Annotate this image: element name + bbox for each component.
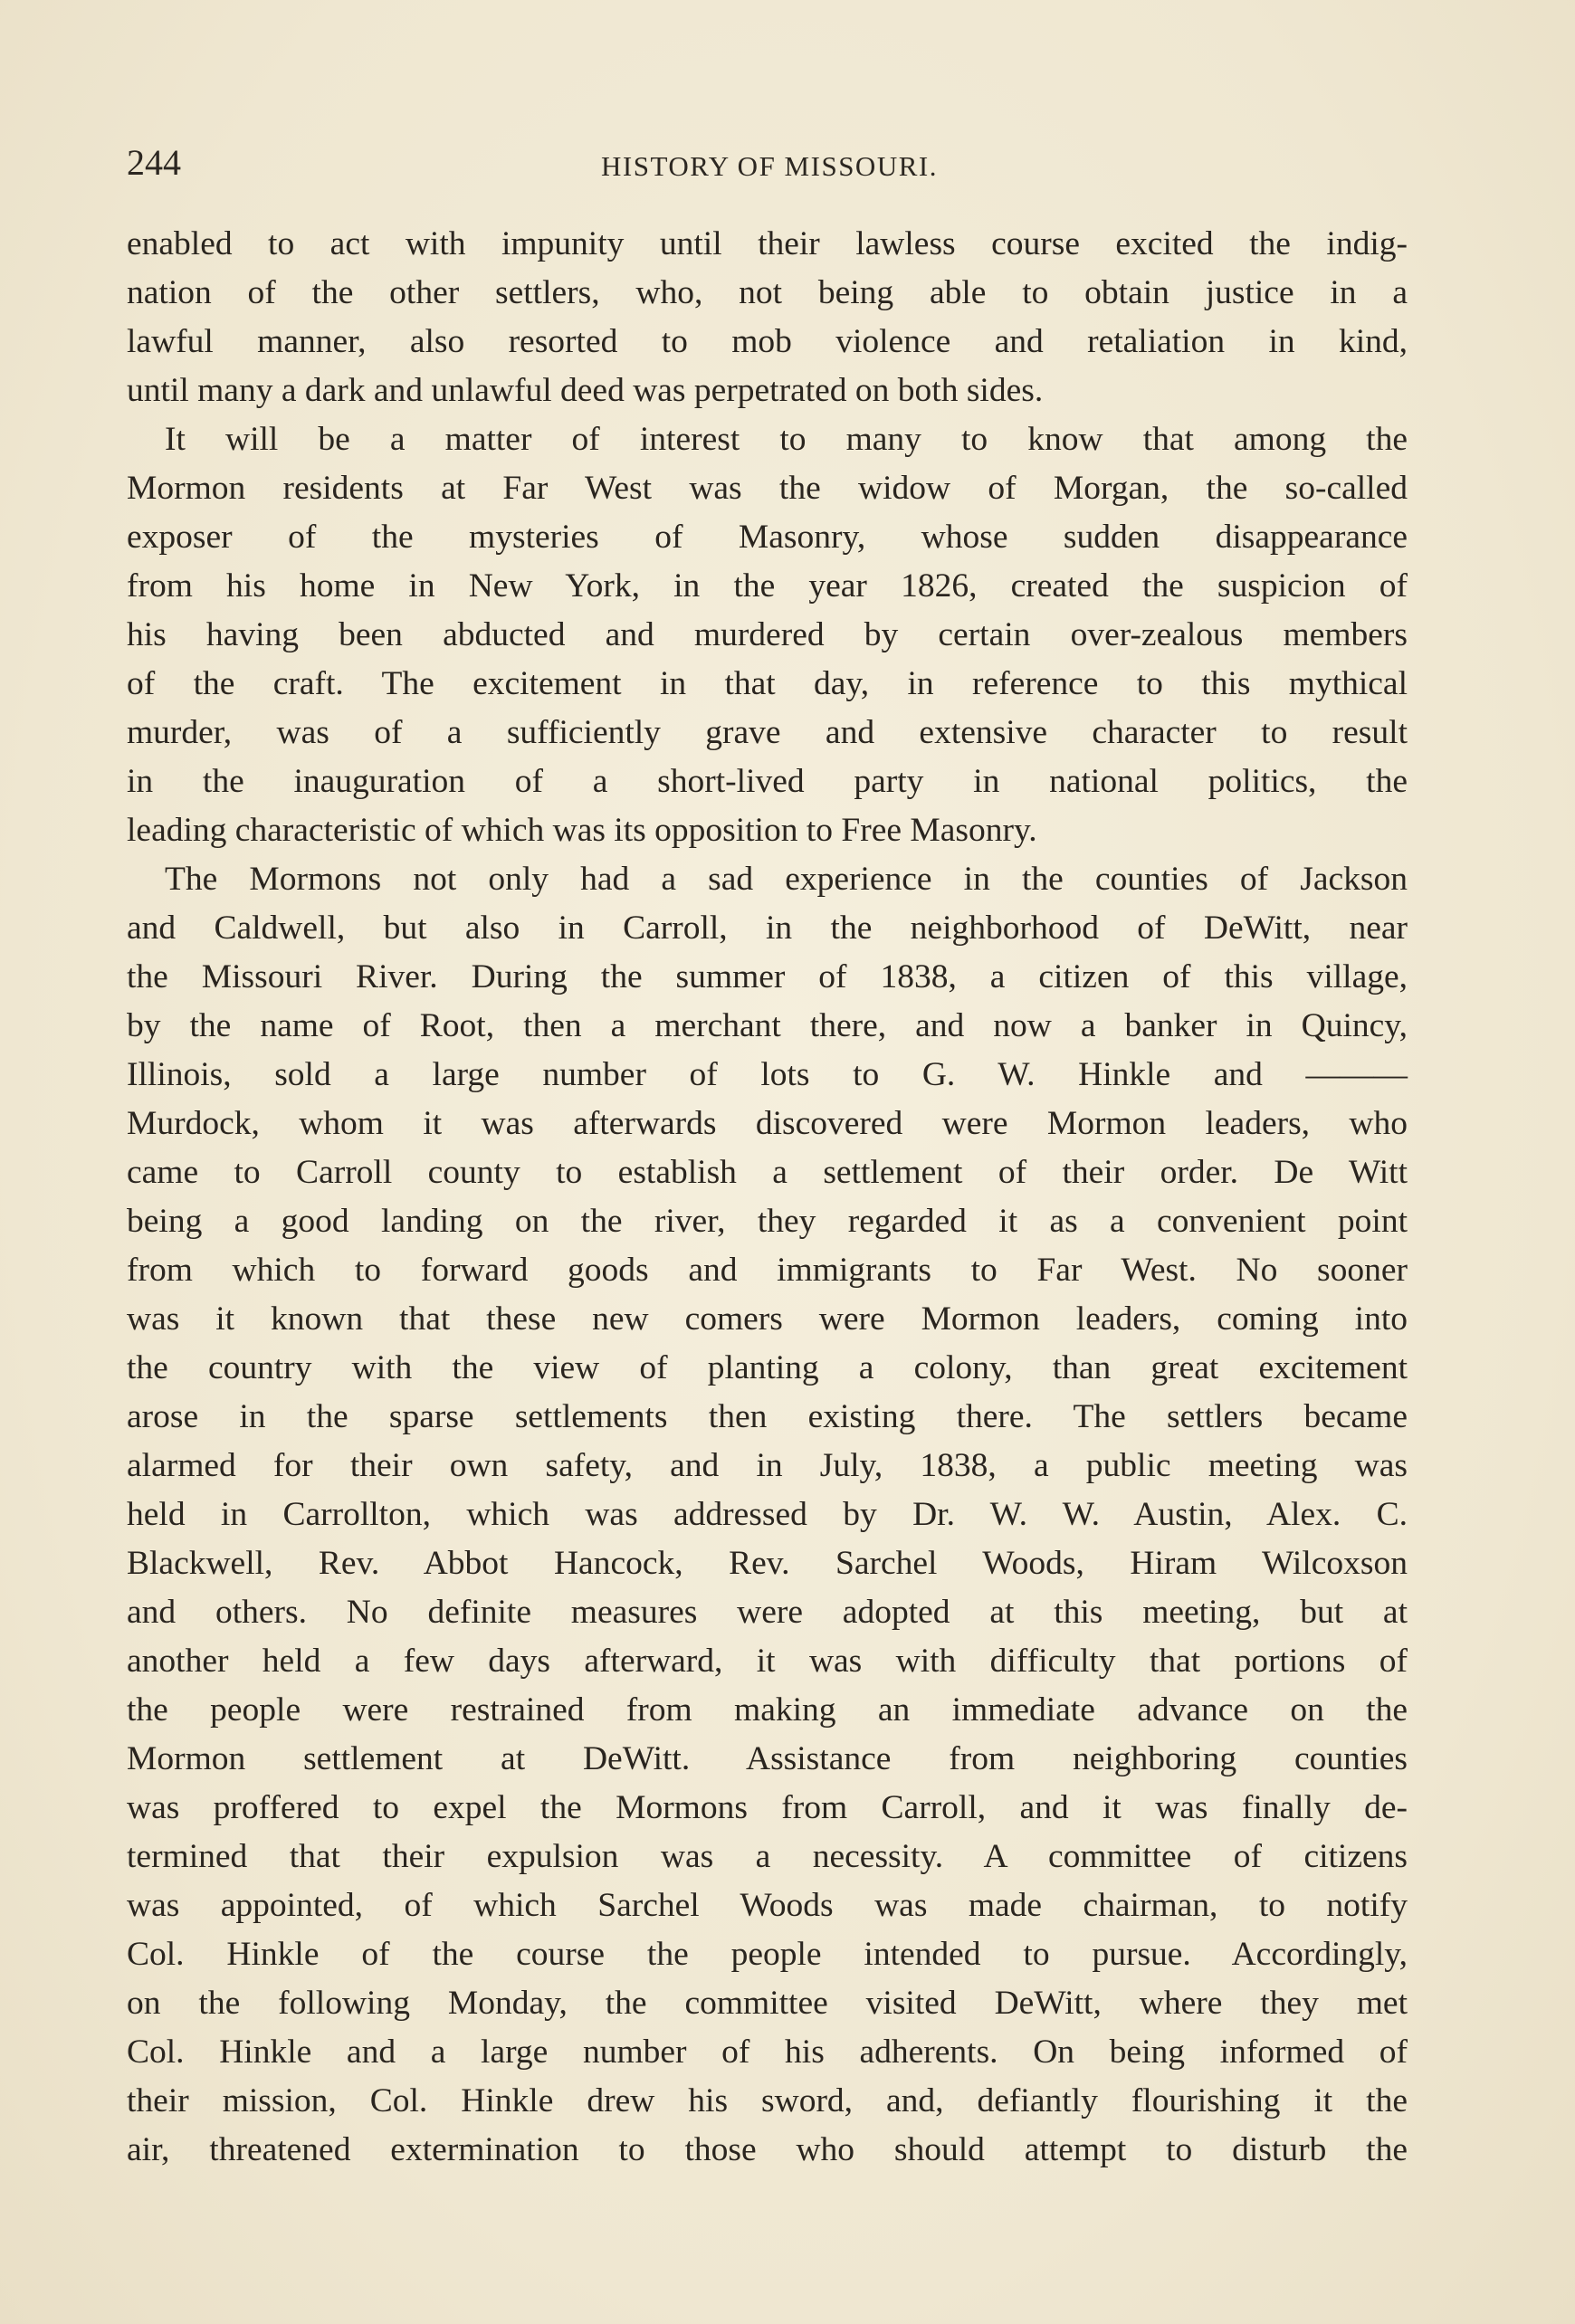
text-line: Illinois, sold a large number of lots to G. W. Hinkle and ———	[127, 1056, 1408, 1093]
text-line: leading characteristic of which was its opposition to Free Masonry.	[127, 812, 1037, 849]
text-line: from his home in New York, in the year 1826, created the suspicion of	[127, 567, 1408, 605]
running-head: HISTORY OF MISSOURI.	[601, 150, 938, 182]
text-line: nation of the other settlers, who, not being able to obtain justice in a	[127, 274, 1408, 311]
text-line: was appointed, of which Sarchel Woods was made chairman, to notify	[127, 1887, 1408, 1924]
text-line: Col. Hinkle and a large number of his adherents. On being informed of	[127, 2034, 1408, 2071]
text-line: by the name of Root, then a merchant there, and now a banker in Quincy,	[127, 1007, 1408, 1044]
text-line: the people were restrained from making an immediate advance on the	[127, 1691, 1408, 1729]
text-line: The Mormons not only had a sad experience in the counties of Jackson	[165, 861, 1408, 898]
paragraph	[127, 855, 1408, 2175]
text-line: and Caldwell, but also in Carroll, in the neighborhood of DeWitt, near	[127, 910, 1408, 947]
page-header	[127, 136, 1412, 190]
text-line: on the following Monday, the committee visited DeWitt, where they met	[127, 1985, 1408, 2022]
text-line: was it known that these new comers were Mormon leaders, coming into	[127, 1300, 1408, 1338]
text-line: the country with the view of planting a colony, than great excitement	[127, 1349, 1408, 1386]
text-line: exposer of the mysteries of Masonry, whose sudden disappearance	[127, 519, 1408, 556]
text-line: in the inauguration of a short-lived party in national politics, the	[127, 763, 1408, 800]
text-line: held in Carrollton, which was addressed by Dr. W. W. Austin, Alex. C.	[127, 1496, 1408, 1533]
text-line: arose in the sparse settlements then existing there. The settlers became	[127, 1398, 1408, 1435]
text-line: their mission, Col. Hinkle drew his sword, and, defiantly flourishing it the	[127, 2082, 1408, 2119]
body-text	[127, 220, 1408, 2175]
text-line: It will be a matter of interest to many to know that among the	[165, 421, 1408, 458]
text-line: his having been abducted and murdered by certain over-zealous members	[127, 616, 1408, 653]
text-line: lawful manner, also resorted to mob violence and retaliation in kind,	[127, 323, 1408, 360]
text-line: air, threatened extermination to those who should attempt to disturb the	[127, 2131, 1408, 2168]
paragraph	[127, 415, 1408, 855]
text-line: from which to forward goods and immigrants to Far West. No sooner	[127, 1252, 1408, 1289]
text-line: enabled to act with impunity until their lawless course excited the indig-	[127, 225, 1408, 262]
text-line: Mormon residents at Far West was the widow of Morgan, the so-called	[127, 470, 1408, 507]
text-line: and others. No definite measures were adopted at this meeting, but at	[127, 1594, 1408, 1631]
text-line: of the craft. The excitement in that day, in reference to this mythical	[127, 665, 1408, 702]
text-line: the Missouri River. During the summer of 1838, a citizen of this village,	[127, 958, 1408, 995]
text-line: another held a few days afterward, it was with difficulty that portions of	[127, 1643, 1408, 1680]
text-line: came to Carroll county to establish a settlement of their order. De Witt	[127, 1154, 1408, 1191]
text-line: until many a dark and unlawful deed was perpetrated on both sides.	[127, 372, 1044, 409]
text-line: Col. Hinkle of the course the people intended to pursue. Accordingly,	[127, 1936, 1408, 1973]
text-line: being a good landing on the river, they regarded it as a convenient point	[127, 1203, 1408, 1240]
text-line: was proffered to expel the Mormons from Carroll, and it was finally de-	[127, 1789, 1408, 1826]
text-line: alarmed for their own safety, and in July, 1838, a public meeting was	[127, 1447, 1408, 1484]
text-line: Mormon settlement at DeWitt. Assistance from neighboring counties	[127, 1740, 1408, 1777]
text-line: termined that their expulsion was a necessity. A committee of citizens	[127, 1838, 1408, 1875]
text-line: Blackwell, Rev. Abbot Hancock, Rev. Sarchel Woods, Hiram Wilcoxson	[127, 1545, 1408, 1582]
text-line: Murdock, whom it was afterwards discovered were Mormon leaders, who	[127, 1105, 1408, 1142]
text-line: murder, was of a sufficiently grave and extensive character to result	[127, 714, 1408, 751]
paragraph	[127, 220, 1408, 415]
page-number: 244	[127, 142, 181, 183]
